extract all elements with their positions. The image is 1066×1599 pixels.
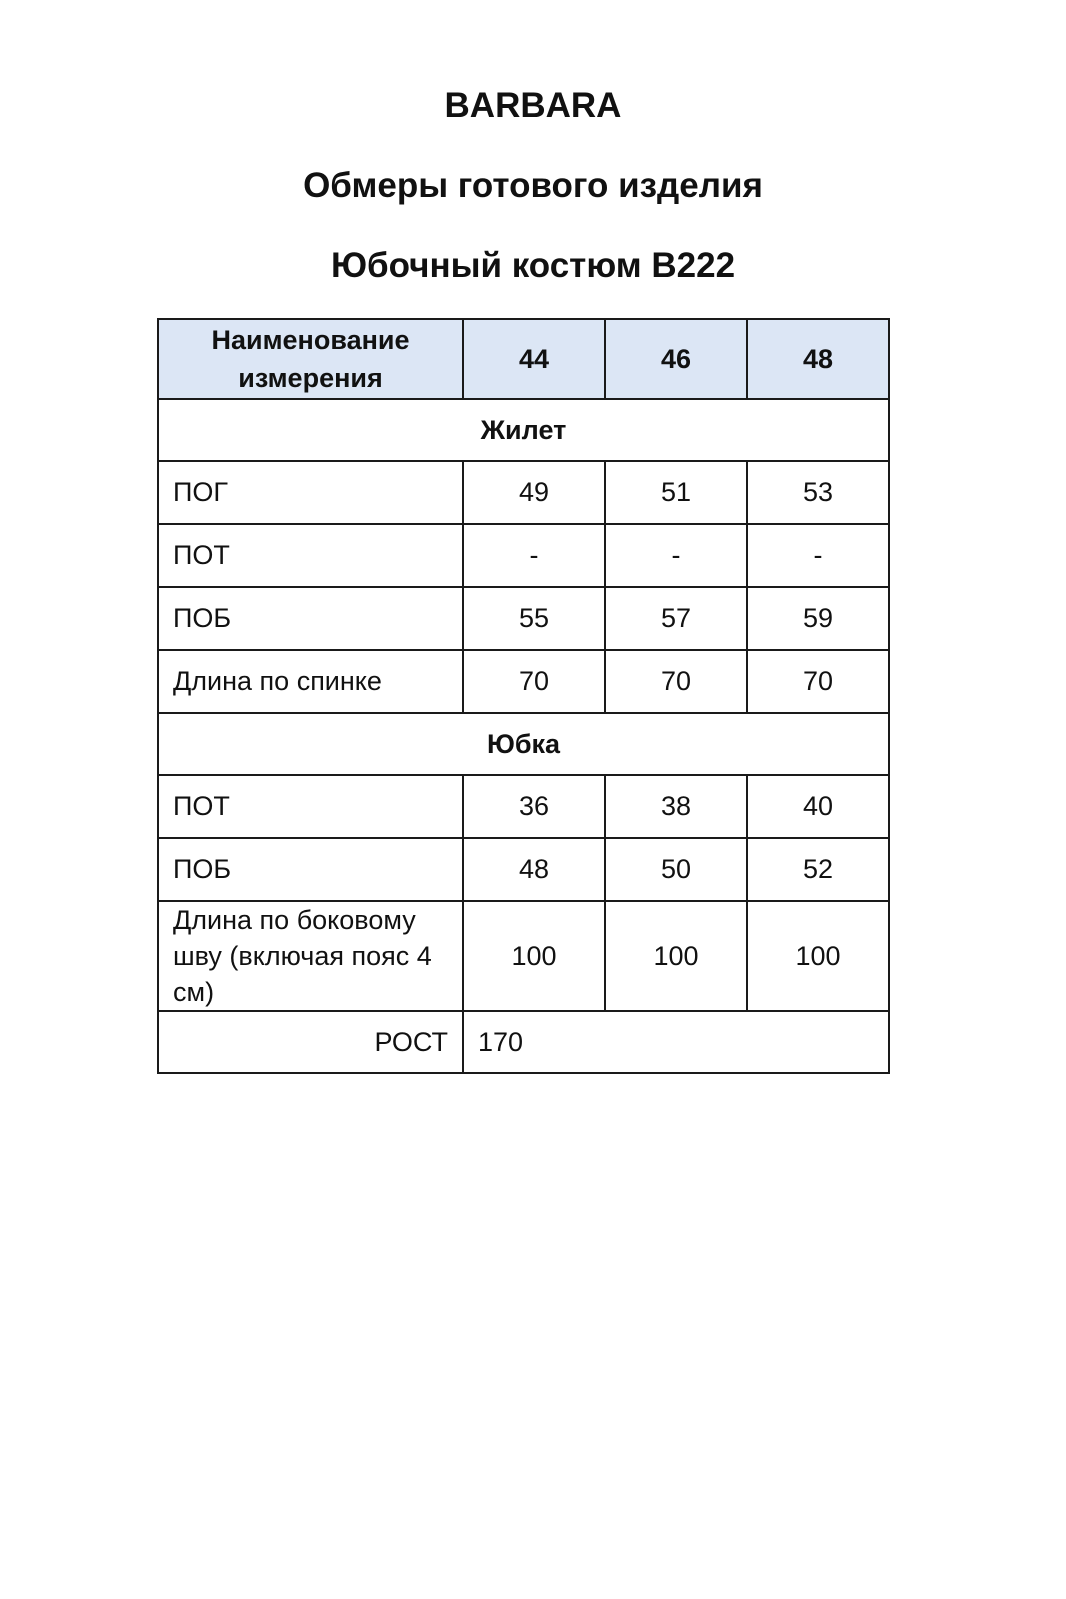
measurement-name-header: Наименование измерения: [158, 319, 463, 399]
height-label: РОСТ: [158, 1011, 463, 1073]
table-row: [158, 524, 889, 587]
measurement-value: 70: [463, 650, 605, 713]
table-row: [158, 587, 889, 650]
measurement-value: 38: [605, 775, 747, 838]
table-row: [158, 901, 889, 1011]
measurement-value: -: [605, 524, 747, 587]
measurement-label: ПОБ: [158, 587, 463, 650]
measurement-value: 59: [747, 587, 889, 650]
section-row-skirt: [158, 713, 889, 775]
size-header: 46: [605, 319, 747, 399]
measurement-value: 52: [747, 838, 889, 901]
measurement-value: 48: [463, 838, 605, 901]
measurement-label: ПОБ: [158, 838, 463, 901]
measurement-label: Длина по боковому шву (включая пояс 4 см): [158, 901, 463, 1011]
measurements-table: [157, 318, 890, 1074]
size-header: 48: [747, 319, 889, 399]
measurement-value: 57: [605, 587, 747, 650]
table-row: [158, 650, 889, 713]
table-row: [158, 775, 889, 838]
measurement-label: Длина по спинке: [158, 650, 463, 713]
measurement-value: 100: [747, 901, 889, 1011]
brand-name: BARBARA: [444, 86, 622, 125]
measurement-value: 70: [747, 650, 889, 713]
measurement-value: 100: [605, 901, 747, 1011]
height-row: [158, 1011, 889, 1073]
section-title: Жилет: [158, 399, 889, 461]
measurement-value: 50: [605, 838, 747, 901]
measurement-label: ПОТ: [158, 524, 463, 587]
height-value: 170: [463, 1011, 889, 1073]
measurement-value: 40: [747, 775, 889, 838]
measurement-value: -: [463, 524, 605, 587]
measurement-label: ПОТ: [158, 775, 463, 838]
measurement-value: -: [747, 524, 889, 587]
measurement-value: 36: [463, 775, 605, 838]
measurement-value: 49: [463, 461, 605, 524]
measurement-value: 100: [463, 901, 605, 1011]
table-row: [158, 461, 889, 524]
size-header: 44: [463, 319, 605, 399]
measurement-value: 55: [463, 587, 605, 650]
table-header-row: [158, 319, 889, 399]
document-subtitle: Юбочный костюм B222: [330, 246, 736, 285]
table-row: [158, 838, 889, 901]
measurement-value: 70: [605, 650, 747, 713]
section-row-vest: [158, 399, 889, 461]
document-title: Обмеры готового изделия: [303, 166, 763, 205]
section-title: Юбка: [158, 713, 889, 775]
measurement-value: 51: [605, 461, 747, 524]
measurement-value: 53: [747, 461, 889, 524]
measurement-label: ПОГ: [158, 461, 463, 524]
